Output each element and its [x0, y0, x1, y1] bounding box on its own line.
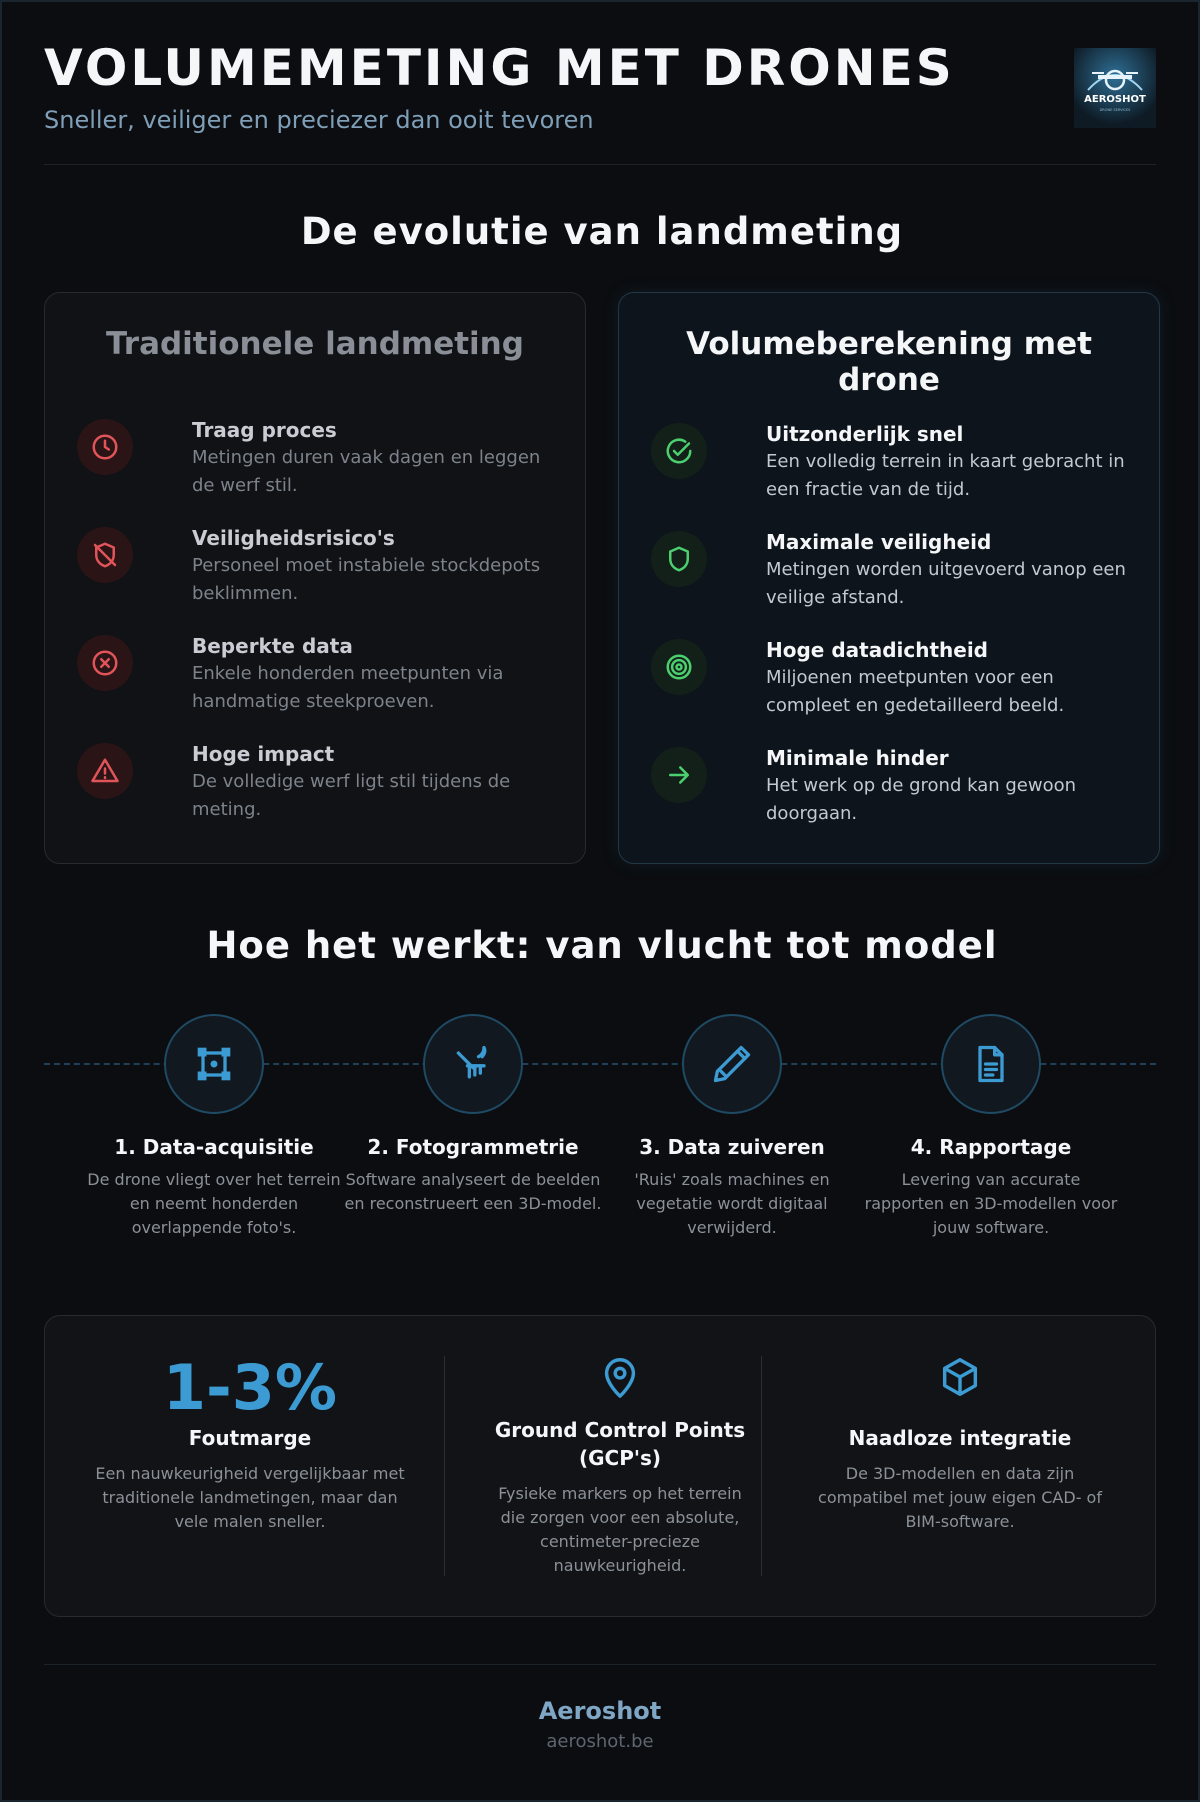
- feature-description: Het werk op de grond kan gewoon doorgaan.: [766, 775, 1077, 824]
- stat-description: De 3D-modellen en data zijn compatibel met jouw eigen CAD- of BIM-software.: [818, 1464, 1102, 1531]
- stat-title: Naadloze integratie: [848, 1426, 1072, 1450]
- header: [44, 40, 1156, 165]
- svg-text:AEROSHOT: AEROSHOT: [1084, 94, 1146, 105]
- feature-item: [651, 637, 1129, 720]
- stat-description: Een nauwkeurigheid vergelijkbaar met traditionele landmetingen, maar dan vele malen sneller.: [95, 1464, 405, 1531]
- feature-description: De volledige werf ligt stil tijdens de meting.: [192, 771, 511, 820]
- stats-panel: [44, 1315, 1156, 1617]
- stat-divider: [761, 1356, 762, 1576]
- error-margin-value: 1-3%: [162, 1351, 338, 1424]
- target-icon: [651, 639, 707, 695]
- feature-item: [77, 633, 555, 716]
- feature-title: Uitzonderlijk snel: [766, 422, 964, 446]
- aeroshot-logo: [1074, 48, 1156, 128]
- process-section-title: Hoe het werkt: van vlucht tot model: [206, 924, 998, 967]
- step-description: 'Ruis' zoals machines en vegetatie wordt digitaal verwijderd.: [634, 1170, 830, 1237]
- map-pin-icon: [485, 1354, 755, 1408]
- drone-card: [618, 292, 1160, 864]
- integration-stat: [805, 1316, 1115, 1534]
- feature-description: Metingen duren vaak dagen en leggen de werf stil.: [192, 447, 541, 496]
- shield-off-icon: [77, 527, 133, 583]
- cube-icon: [805, 1354, 1115, 1408]
- page-subtitle: Sneller, veiliger en preciezer dan ooit tevoren: [44, 106, 594, 134]
- document-icon: [941, 1014, 1041, 1114]
- process-step: [343, 1014, 603, 1216]
- gcp-stat: [485, 1316, 755, 1578]
- feature-item: [651, 421, 1129, 504]
- process-step: [602, 1014, 862, 1240]
- shield-icon: [651, 531, 707, 587]
- feature-description: Metingen worden uitgevoerd vanop een veilige afstand.: [766, 559, 1126, 608]
- feature-title: Minimale hinder: [766, 746, 949, 770]
- feature-title: Hoge datadichtheid: [766, 638, 988, 662]
- feature-title: Traag proces: [192, 418, 337, 442]
- feature-item: [77, 417, 555, 500]
- feature-description: Personeel moet instabiele stockdepots beklimmen.: [192, 555, 541, 604]
- page-title: VOLUMEMETING MET DRONES: [44, 39, 955, 97]
- stat-description: Fysieke markers op het terrein die zorgen voor een absolute, centimeter-precieze nauwkeurigheid.: [498, 1484, 742, 1575]
- arrow-right-icon: [651, 747, 707, 803]
- feature-title: Maximale veiligheid: [766, 530, 992, 554]
- stat-divider: [444, 1356, 445, 1576]
- step-title: 1. Data-acquisitie: [114, 1135, 314, 1159]
- wand-icon: [423, 1014, 523, 1114]
- drone-card-title: Volumeberekening met drone: [686, 326, 1092, 398]
- warning-triangle-icon: [77, 743, 133, 799]
- feature-title: Beperkte data: [192, 634, 353, 658]
- feature-title: Hoge impact: [192, 742, 335, 766]
- footer: [44, 1664, 1156, 1784]
- feature-item: [651, 529, 1129, 612]
- traditional-card-title: Traditionele landmeting: [106, 326, 524, 362]
- feature-item: [651, 745, 1129, 828]
- step-title: 4. Rapportage: [910, 1135, 1072, 1159]
- step-title: 2. Fotogrammetrie: [367, 1135, 579, 1159]
- step-description: Software analyseert de beelden en reconstrueert een 3D-model.: [344, 1170, 602, 1213]
- svg-text:DRONE SERVICES: DRONE SERVICES: [1099, 108, 1131, 112]
- feature-description: Miljoenen meetpunten voor een compleet en gedetailleerd beeld.: [766, 667, 1065, 716]
- step-description: Levering van accurate rapporten en 3D-modellen voor jouw software.: [864, 1170, 1118, 1237]
- footer-website-link[interactable]: aeroshot.be: [546, 1731, 654, 1752]
- feature-item: [77, 741, 555, 824]
- evolution-section-title: De evolutie van landmeting: [300, 210, 904, 253]
- process-step: [861, 1014, 1121, 1240]
- accuracy-stat: [85, 1316, 415, 1534]
- x-circle-icon: [77, 635, 133, 691]
- clock-icon: [77, 419, 133, 475]
- frame-icon: [164, 1014, 264, 1114]
- process-step: [84, 1014, 344, 1240]
- feature-description: Een volledig terrein in kaart gebracht in een fractie van de tijd.: [766, 451, 1125, 500]
- feature-title: Veiligheidsrisico's: [192, 526, 395, 550]
- traditional-card: [44, 292, 586, 864]
- stat-title: Foutmarge: [188, 1426, 312, 1450]
- footer-brand: Aeroshot: [538, 1697, 662, 1725]
- feature-item: [77, 525, 555, 608]
- step-description: De drone vliegt over het terrein en neemt honderden overlappende foto's.: [87, 1170, 341, 1237]
- check-circle-icon: [651, 423, 707, 479]
- stat-title: Ground Control Points (GCP's): [494, 1418, 746, 1470]
- pen-icon: [682, 1014, 782, 1114]
- step-title: 3. Data zuiveren: [639, 1135, 825, 1159]
- feature-description: Enkele honderden meetpunten via handmatige steekproeven.: [192, 663, 504, 712]
